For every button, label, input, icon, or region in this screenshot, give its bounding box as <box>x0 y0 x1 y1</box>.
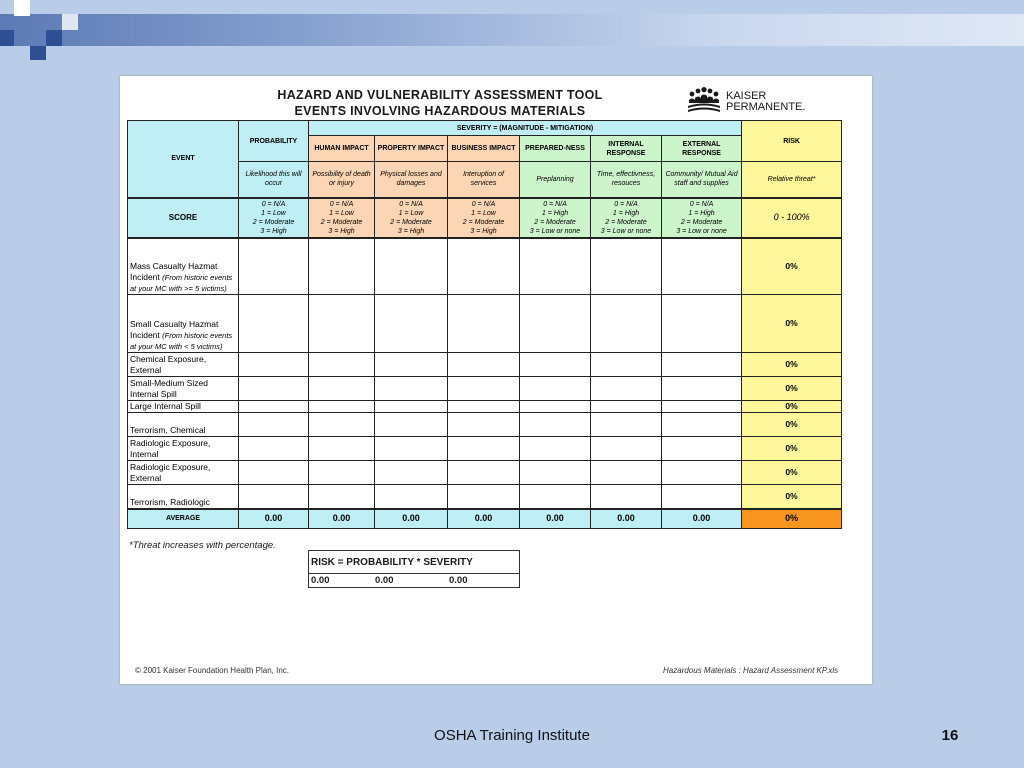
risk-cell: 0% <box>742 413 842 437</box>
assessment-sheet <box>120 76 872 684</box>
human-impact-score-scale <box>309 198 375 238</box>
property-impact-cell[interactable] <box>375 238 448 295</box>
scale-line: 1 = Low <box>398 209 424 217</box>
human-impact-cell[interactable] <box>309 437 375 461</box>
internal-response-score-scale <box>591 198 662 238</box>
event-name: Radiologic Exposure, Internal <box>128 437 239 461</box>
scale-line: 2 = Moderate <box>462 218 505 226</box>
human-impact-cell[interactable] <box>309 295 375 353</box>
risk-cell: 0% <box>742 353 842 377</box>
human-impact-cell[interactable] <box>309 353 375 377</box>
formula-divider <box>309 573 519 574</box>
business-impact-cell[interactable] <box>448 295 520 353</box>
probability-cell[interactable] <box>239 238 309 295</box>
property-impact-cell[interactable] <box>375 295 448 353</box>
preparedness-cell[interactable] <box>520 238 591 295</box>
table-row <box>128 353 842 377</box>
event-name: Terrorism, Radiologic <box>128 485 239 509</box>
scale-line: 3 = High <box>397 227 425 235</box>
risk-cell: 0% <box>742 485 842 509</box>
probability-cell[interactable] <box>239 485 309 509</box>
table-row <box>128 295 842 353</box>
title-line-1: HAZARD AND VULNERABILITY ASSESSMENT TOOL <box>277 88 603 102</box>
score-label: SCORE <box>128 198 239 238</box>
internal-response-description: Time, effectivness, resouces <box>591 162 662 198</box>
external-response-score-scale <box>662 198 742 238</box>
probability-description: Likelihood this will occur <box>239 162 309 198</box>
average-risk: 0% <box>742 509 842 529</box>
average-probability: 0.00 <box>239 509 309 529</box>
risk-cell: 0% <box>742 238 842 295</box>
scale-line: 0 = N/A <box>543 200 567 208</box>
probability-cell[interactable] <box>239 401 309 413</box>
business-impact-cell[interactable] <box>448 413 520 437</box>
scale-line: 0 = N/A <box>261 200 286 208</box>
event-header: EVENT <box>128 121 239 198</box>
table-row <box>128 485 842 509</box>
risk-cell: 0% <box>742 437 842 461</box>
copyright: © 2001 Kaiser Foundation Health Plan, Inc. <box>135 666 289 675</box>
footer-text: OSHA Training Institute <box>434 727 590 744</box>
property-impact-score-scale <box>375 198 448 238</box>
human-impact-cell[interactable] <box>309 413 375 437</box>
preparedness-cell[interactable] <box>520 295 591 353</box>
decorative-square <box>62 14 78 30</box>
external-response-cell[interactable] <box>662 461 742 485</box>
severity-header: SEVERITY = (MAGNITUDE - MITIGATION) <box>309 121 742 136</box>
external-response-description: Community/ Mutual Aid staff and supplies <box>662 162 742 198</box>
risk-header: RISK <box>742 121 842 162</box>
preparedness-header: PREPARED-NESS <box>520 136 591 162</box>
business-impact-cell[interactable] <box>448 461 520 485</box>
scale-line: 1 = High <box>612 209 640 217</box>
internal-response-cell[interactable] <box>591 377 662 401</box>
external-response-cell[interactable] <box>662 238 742 295</box>
table-row <box>128 413 842 437</box>
scale-line: 0 = N/A <box>399 200 423 208</box>
scale-line: 1 = Low <box>261 209 286 217</box>
table-row <box>128 238 842 295</box>
human-impact-cell[interactable] <box>309 485 375 509</box>
decorative-square <box>46 30 62 46</box>
property-impact-cell[interactable] <box>375 377 448 401</box>
event-title: Mass Casualty Hazmat Incident <box>130 261 218 282</box>
scale-line: 1 = Low <box>471 209 496 217</box>
risk-formula-label: RISK = PROBABILITY * SEVERITY <box>311 557 473 568</box>
kaiser-people-icon <box>686 86 722 116</box>
probability-cell[interactable] <box>239 295 309 353</box>
probability-cell[interactable] <box>239 377 309 401</box>
human-impact-cell[interactable] <box>309 238 375 295</box>
average-preparedness: 0.00 <box>520 509 591 529</box>
preparedness-score-scale <box>520 198 591 238</box>
table-row <box>128 437 842 461</box>
scale-line: 3 = High <box>470 227 497 235</box>
preparedness-cell[interactable] <box>520 377 591 401</box>
kaiser-logo <box>686 86 806 118</box>
file-label: Hazardous Materials : Hazard Assessment KP.xls <box>663 666 839 675</box>
event-name <box>128 238 239 295</box>
decorative-square <box>0 30 14 46</box>
table-row <box>128 461 842 485</box>
scale-line: 0 = N/A <box>329 200 354 208</box>
external-response-cell[interactable] <box>662 401 742 413</box>
probability-cell[interactable] <box>239 353 309 377</box>
formula-value: 0.00 <box>375 575 394 586</box>
event-name: Large Internal Spill <box>128 401 239 413</box>
property-impact-cell[interactable] <box>375 401 448 413</box>
footnote: *Threat increases with percentage. <box>129 540 276 551</box>
external-response-header: EXTERNAL RESPONSE <box>662 136 742 162</box>
decorative-square <box>14 0 30 16</box>
scale-line: 2 = Moderate <box>534 218 576 226</box>
decorative-square <box>30 46 46 60</box>
scale-line: 3 = High <box>260 227 287 235</box>
average-internal-response: 0.00 <box>591 509 662 529</box>
probability-header: PROBABILITY <box>239 121 309 162</box>
property-impact-description: Physical losses and damages <box>375 162 448 198</box>
preparedness-cell[interactable] <box>520 413 591 437</box>
scale-line: 2 = Moderate <box>605 218 647 226</box>
event-name: Radiologic Exposure, External <box>128 461 239 485</box>
internal-response-cell[interactable] <box>591 238 662 295</box>
external-response-cell[interactable] <box>662 295 742 353</box>
risk-cell: 0% <box>742 295 842 353</box>
scale-line: 2 = Moderate <box>390 218 432 226</box>
external-response-cell[interactable] <box>662 377 742 401</box>
business-impact-cell[interactable] <box>448 485 520 509</box>
preparedness-cell[interactable] <box>520 485 591 509</box>
scale-line: 3 = Low or none <box>676 227 727 235</box>
internal-response-cell[interactable] <box>591 353 662 377</box>
property-impact-header: PROPERTY IMPACT <box>375 136 448 162</box>
sheet-title <box>120 87 760 119</box>
human-impact-cell[interactable] <box>309 461 375 485</box>
average-human-impact: 0.00 <box>309 509 375 529</box>
external-response-cell[interactable] <box>662 413 742 437</box>
internal-response-cell[interactable] <box>591 437 662 461</box>
human-impact-description: Possibility of death or injury <box>309 162 375 198</box>
property-impact-cell[interactable] <box>375 353 448 377</box>
business-impact-cell[interactable] <box>448 353 520 377</box>
preparedness-description: Preplanning <box>520 162 591 198</box>
business-impact-cell[interactable] <box>448 377 520 401</box>
human-impact-cell[interactable] <box>309 377 375 401</box>
property-impact-cell[interactable] <box>375 437 448 461</box>
internal-response-header: INTERNAL RESPONSE <box>591 136 662 162</box>
external-response-cell[interactable] <box>662 353 742 377</box>
average-business-impact: 0.00 <box>448 509 520 529</box>
external-response-cell[interactable] <box>662 485 742 509</box>
scale-line: 3 = Low or none <box>600 227 652 235</box>
internal-response-cell[interactable] <box>591 295 662 353</box>
event-name: Terrorism, Chemical <box>128 413 239 437</box>
risk-description: Relative threat* <box>742 162 842 198</box>
decorative-top-band <box>0 14 1024 46</box>
page-number: 16 <box>941 727 959 744</box>
business-impact-description: Interuption of services <box>448 162 520 198</box>
event-name <box>128 295 239 353</box>
average-label: AVERAGE <box>128 509 239 529</box>
formula-value: 0.00 <box>311 575 330 586</box>
business-impact-score-scale <box>448 198 520 238</box>
table-row <box>128 401 842 413</box>
probability-cell[interactable] <box>239 413 309 437</box>
table-row <box>128 377 842 401</box>
scale-line: 3 = High <box>328 227 355 235</box>
scale-line: 2 = Moderate <box>252 218 295 226</box>
logo-text <box>726 91 805 113</box>
external-response-cell[interactable] <box>662 437 742 461</box>
business-impact-cell[interactable] <box>448 437 520 461</box>
event-note: (From historic events at your MC with >= 5 victims) <box>130 273 233 293</box>
average-row <box>128 509 842 529</box>
scale-line: 3 = Low or none <box>529 227 581 235</box>
internal-response-cell[interactable] <box>591 461 662 485</box>
internal-response-cell[interactable] <box>591 401 662 413</box>
property-impact-cell[interactable] <box>375 485 448 509</box>
preparedness-cell[interactable] <box>520 353 591 377</box>
internal-response-cell[interactable] <box>591 413 662 437</box>
title-line-2: EVENTS INVOLVING HAZARDOUS MATERIALS <box>294 104 586 118</box>
assessment-table <box>127 120 842 529</box>
scale-line: 1 = Low <box>329 209 354 217</box>
risk-cell: 0% <box>742 461 842 485</box>
scale-line: 0 = N/A <box>471 200 496 208</box>
event-note: (From historic events at your MC with < 5 victims) <box>130 331 233 351</box>
scale-line: 2 = Moderate <box>680 218 723 226</box>
property-impact-cell[interactable] <box>375 461 448 485</box>
event-name: Chemical Exposure, External <box>128 353 239 377</box>
risk-formula-box <box>308 550 520 588</box>
preparedness-cell[interactable] <box>520 401 591 413</box>
human-impact-cell[interactable] <box>309 401 375 413</box>
human-impact-header: HUMAN IMPACT <box>309 136 375 162</box>
probability-cell[interactable] <box>239 437 309 461</box>
risk-cell: 0% <box>742 377 842 401</box>
logo-line-2: PERMANENTE. <box>726 101 806 113</box>
scale-line: 0 = N/A <box>614 200 638 208</box>
preparedness-cell[interactable] <box>520 461 591 485</box>
formula-value: 0.00 <box>449 575 468 586</box>
business-impact-header: BUSINESS IMPACT <box>448 136 520 162</box>
business-impact-cell[interactable] <box>448 238 520 295</box>
property-impact-cell[interactable] <box>375 413 448 437</box>
scale-line: 2 = Moderate <box>320 218 363 226</box>
average-external-response: 0.00 <box>662 509 742 529</box>
scale-line: 1 = High <box>541 209 569 217</box>
scale-line: 1 = High <box>688 209 715 217</box>
logo-line-1: KAISER <box>726 90 767 102</box>
preparedness-cell[interactable] <box>520 437 591 461</box>
event-name: Small-Medium Sized Internal Spill <box>128 377 239 401</box>
risk-cell: 0% <box>742 401 842 413</box>
risk-score-scale: 0 - 100% <box>742 198 842 238</box>
business-impact-cell[interactable] <box>448 401 520 413</box>
probability-score-scale <box>239 198 309 238</box>
internal-response-cell[interactable] <box>591 485 662 509</box>
probability-cell[interactable] <box>239 461 309 485</box>
event-title: Small Casualty Hazmat Incident <box>130 319 219 340</box>
average-property-impact: 0.00 <box>375 509 448 529</box>
scale-line: 0 = N/A <box>689 200 714 208</box>
